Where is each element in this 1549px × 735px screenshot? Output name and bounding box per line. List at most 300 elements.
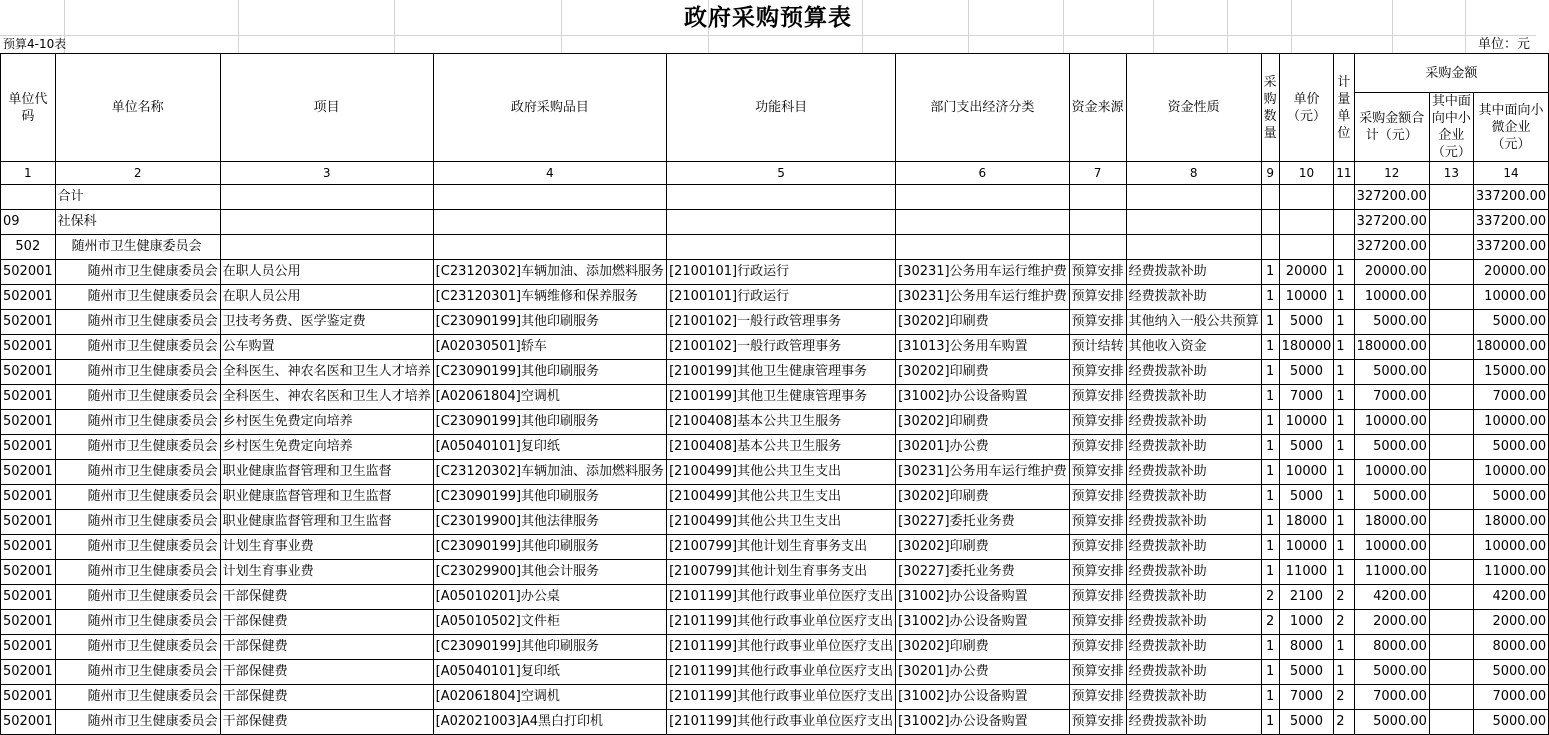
cell-fund-source[interactable]: 预算安排 bbox=[1069, 410, 1126, 435]
cell-unit-price[interactable]: 10000 bbox=[1279, 285, 1334, 310]
cell-quantity[interactable]: 1 bbox=[1261, 385, 1279, 410]
cell-amount-total[interactable]: 10000.00 bbox=[1354, 535, 1429, 560]
cell-amount-total[interactable]: 180000.00 bbox=[1354, 335, 1429, 360]
cell-small-micro[interactable]: 10000.00 bbox=[1473, 460, 1548, 485]
cell-fund-nature[interactable]: 经费拨款补助 bbox=[1126, 610, 1261, 635]
cell-procurement-item[interactable]: [A05040101]复印纸 bbox=[433, 660, 666, 685]
cell-measure-unit[interactable]: 2 bbox=[1334, 710, 1354, 735]
cell-function-subject[interactable]: [2100499]其他公共卫生支出 bbox=[667, 510, 896, 535]
cell-amount-total[interactable]: 5000.00 bbox=[1354, 710, 1429, 735]
cell-unit-price[interactable]: 2100 bbox=[1279, 585, 1334, 610]
cell-project[interactable]: 乡村医生免费定向培养 bbox=[220, 435, 433, 460]
cell-small-micro[interactable]: 5000.00 bbox=[1473, 310, 1548, 335]
cell-amount-total[interactable]: 8000.00 bbox=[1354, 635, 1429, 660]
cell-fund-source[interactable]: 预算安排 bbox=[1069, 510, 1126, 535]
cell-sme[interactable] bbox=[1429, 660, 1473, 685]
cell-empty[interactable] bbox=[896, 235, 1070, 260]
cell-unit-name[interactable]: 随州市卫生健康委员会 bbox=[55, 710, 220, 735]
cell-unit-code[interactable]: 502001 bbox=[1, 260, 56, 285]
cell-function-subject[interactable]: [2100199]其他卫生健康管理事务 bbox=[667, 385, 896, 410]
cell-unit-code[interactable]: 502001 bbox=[1, 535, 56, 560]
cell-unit-code[interactable]: 502001 bbox=[1, 510, 56, 535]
cell-unit-price[interactable]: 7000 bbox=[1279, 685, 1334, 710]
cell-amount-total[interactable]: 2000.00 bbox=[1354, 610, 1429, 635]
cell-function-subject[interactable]: [2100101]行政运行 bbox=[667, 260, 896, 285]
cell-project[interactable]: 干部保健费 bbox=[220, 585, 433, 610]
cell-economic-class[interactable]: [30202]印刷费 bbox=[896, 410, 1070, 435]
cell-unit-code[interactable]: 502001 bbox=[1, 285, 56, 310]
cell-unit-price[interactable]: 10000 bbox=[1279, 410, 1334, 435]
cell-amount-total[interactable]: 11000.00 bbox=[1354, 560, 1429, 585]
cell-unit-name[interactable]: 随州市卫生健康委员会 bbox=[55, 410, 220, 435]
cell-economic-class[interactable]: [30202]印刷费 bbox=[896, 535, 1070, 560]
cell-unit-name[interactable]: 随州市卫生健康委员会 bbox=[55, 435, 220, 460]
cell-amount-total[interactable]: 10000.00 bbox=[1354, 410, 1429, 435]
cell-procurement-item[interactable]: [C23090199]其他印刷服务 bbox=[433, 310, 666, 335]
cell-project[interactable]: 干部保健费 bbox=[220, 610, 433, 635]
cell-unit-code[interactable]: 502001 bbox=[1, 610, 56, 635]
cell-function-subject[interactable]: [2100199]其他卫生健康管理事务 bbox=[667, 360, 896, 385]
cell-fund-nature[interactable]: 经费拨款补助 bbox=[1126, 260, 1261, 285]
cell-sme[interactable] bbox=[1429, 310, 1473, 335]
cell-sme[interactable] bbox=[1429, 435, 1473, 460]
cell-amount-total[interactable]: 20000.00 bbox=[1354, 260, 1429, 285]
cell-economic-class[interactable]: [31002]办公设备购置 bbox=[896, 610, 1070, 635]
cell-sme[interactable] bbox=[1429, 360, 1473, 385]
cell-unit-price[interactable]: 10000 bbox=[1279, 535, 1334, 560]
cell-function-subject[interactable]: [2101199]其他行政事业单位医疗支出 bbox=[667, 685, 896, 710]
cell-small-micro[interactable]: 11000.00 bbox=[1473, 560, 1548, 585]
cell-empty[interactable] bbox=[1261, 235, 1279, 260]
cell-unit-name[interactable]: 随州市卫生健康委员会 bbox=[55, 285, 220, 310]
cell-fund-source[interactable]: 预算安排 bbox=[1069, 560, 1126, 585]
cell-project[interactable]: 职业健康监督管理和卫生监督 bbox=[220, 485, 433, 510]
cell-fund-nature[interactable]: 经费拨款补助 bbox=[1126, 460, 1261, 485]
cell-empty[interactable] bbox=[220, 185, 433, 210]
cell-quantity[interactable]: 1 bbox=[1261, 260, 1279, 285]
cell-empty[interactable] bbox=[896, 210, 1070, 235]
cell-procurement-item[interactable]: [A05040101]复印纸 bbox=[433, 435, 666, 460]
cell-procurement-item[interactable]: [A02061804]空调机 bbox=[433, 685, 666, 710]
cell-sme[interactable] bbox=[1429, 460, 1473, 485]
cell-measure-unit[interactable]: 1 bbox=[1334, 660, 1354, 685]
cell-unit-price[interactable]: 5000 bbox=[1279, 660, 1334, 685]
cell-quantity[interactable]: 1 bbox=[1261, 710, 1279, 735]
cell-measure-unit[interactable]: 1 bbox=[1334, 460, 1354, 485]
cell-unit-code[interactable]: 502001 bbox=[1, 485, 56, 510]
cell-fund-source[interactable]: 预算安排 bbox=[1069, 660, 1126, 685]
cell-economic-class[interactable]: [30202]印刷费 bbox=[896, 635, 1070, 660]
cell-unit-name[interactable]: 随州市卫生健康委员会 bbox=[55, 635, 220, 660]
cell-fund-nature[interactable]: 经费拨款补助 bbox=[1126, 560, 1261, 585]
cell-small-micro[interactable]: 4200.00 bbox=[1473, 585, 1548, 610]
cell-unit-name[interactable]: 随州市卫生健康委员会 bbox=[55, 660, 220, 685]
cell-unit-code[interactable]: 502001 bbox=[1, 385, 56, 410]
cell-empty[interactable] bbox=[1069, 210, 1126, 235]
cell-economic-class[interactable]: [30201]办公费 bbox=[896, 435, 1070, 460]
cell-economic-class[interactable]: [30202]印刷费 bbox=[896, 485, 1070, 510]
cell-unit-name[interactable]: 随州市卫生健康委员会 bbox=[55, 335, 220, 360]
cell-total[interactable]: 327200.00 bbox=[1354, 210, 1429, 235]
cell-economic-class[interactable]: [31002]办公设备购置 bbox=[896, 585, 1070, 610]
cell-name[interactable]: 合计 bbox=[55, 185, 220, 210]
cell-unit-code[interactable]: 502001 bbox=[1, 460, 56, 485]
cell-quantity[interactable]: 1 bbox=[1261, 535, 1279, 560]
cell-project[interactable]: 干部保健费 bbox=[220, 635, 433, 660]
cell-sme[interactable] bbox=[1429, 410, 1473, 435]
cell-small-micro[interactable]: 8000.00 bbox=[1473, 635, 1548, 660]
cell-empty[interactable] bbox=[433, 235, 666, 260]
cell-fund-nature[interactable]: 经费拨款补助 bbox=[1126, 360, 1261, 385]
cell-function-subject[interactable]: [2100499]其他公共卫生支出 bbox=[667, 485, 896, 510]
cell-measure-unit[interactable]: 1 bbox=[1334, 435, 1354, 460]
cell-sme[interactable] bbox=[1429, 385, 1473, 410]
cell-fund-nature[interactable]: 经费拨款补助 bbox=[1126, 710, 1261, 735]
cell-unit-code[interactable]: 502001 bbox=[1, 585, 56, 610]
cell-function-subject[interactable]: [2100102]一般行政管理事务 bbox=[667, 335, 896, 360]
cell-sme[interactable] bbox=[1429, 235, 1473, 260]
cell-quantity[interactable]: 1 bbox=[1261, 360, 1279, 385]
cell-small-micro[interactable]: 5000.00 bbox=[1473, 435, 1548, 460]
cell-sme[interactable] bbox=[1429, 560, 1473, 585]
cell-fund-nature[interactable]: 经费拨款补助 bbox=[1126, 660, 1261, 685]
cell-empty[interactable] bbox=[1279, 210, 1334, 235]
cell-sme[interactable] bbox=[1429, 260, 1473, 285]
cell-amount-total[interactable]: 18000.00 bbox=[1354, 510, 1429, 535]
cell-empty[interactable] bbox=[1261, 185, 1279, 210]
cell-measure-unit[interactable]: 1 bbox=[1334, 535, 1354, 560]
cell-sme[interactable] bbox=[1429, 635, 1473, 660]
cell-unit-code[interactable]: 502001 bbox=[1, 335, 56, 360]
cell-sme[interactable] bbox=[1429, 710, 1473, 735]
cell-fund-source[interactable]: 预算安排 bbox=[1069, 360, 1126, 385]
cell-economic-class[interactable]: [31002]办公设备购置 bbox=[896, 710, 1070, 735]
cell-project[interactable]: 干部保健费 bbox=[220, 685, 433, 710]
cell-fund-source[interactable]: 预算安排 bbox=[1069, 285, 1126, 310]
cell-measure-unit[interactable]: 1 bbox=[1334, 385, 1354, 410]
cell-sme[interactable] bbox=[1429, 535, 1473, 560]
cell-small-micro[interactable]: 18000.00 bbox=[1473, 510, 1548, 535]
cell-measure-unit[interactable]: 1 bbox=[1334, 260, 1354, 285]
cell-measure-unit[interactable]: 1 bbox=[1334, 410, 1354, 435]
cell-unit-price[interactable]: 1000 bbox=[1279, 610, 1334, 635]
cell-quantity[interactable]: 2 bbox=[1261, 610, 1279, 635]
cell-sme[interactable] bbox=[1429, 485, 1473, 510]
cell-fund-source[interactable]: 预算安排 bbox=[1069, 585, 1126, 610]
cell-measure-unit[interactable]: 2 bbox=[1334, 610, 1354, 635]
cell-unit-name[interactable]: 随州市卫生健康委员会 bbox=[55, 460, 220, 485]
cell-procurement-item[interactable]: [A02061804]空调机 bbox=[433, 385, 666, 410]
cell-fund-source[interactable]: 预算安排 bbox=[1069, 685, 1126, 710]
cell-quantity[interactable]: 1 bbox=[1261, 485, 1279, 510]
cell-procurement-item[interactable]: [C23029900]其他会计服务 bbox=[433, 560, 666, 585]
cell-empty[interactable] bbox=[433, 210, 666, 235]
cell-fund-source[interactable]: 预算安排 bbox=[1069, 310, 1126, 335]
cell-measure-unit[interactable]: 2 bbox=[1334, 585, 1354, 610]
cell-quantity[interactable]: 1 bbox=[1261, 310, 1279, 335]
cell-procurement-item[interactable]: [C23120302]车辆加油、添加燃料服务 bbox=[433, 460, 666, 485]
cell-unit-name[interactable]: 随州市卫生健康委员会 bbox=[55, 610, 220, 635]
cell-fund-source[interactable]: 预算安排 bbox=[1069, 635, 1126, 660]
cell-fund-source[interactable]: 预算安排 bbox=[1069, 485, 1126, 510]
cell-unit-name[interactable]: 随州市卫生健康委员会 bbox=[55, 535, 220, 560]
cell-procurement-item[interactable]: [C23019900]其他法律服务 bbox=[433, 510, 666, 535]
cell-empty[interactable] bbox=[220, 235, 433, 260]
cell-procurement-item[interactable]: [C23090199]其他印刷服务 bbox=[433, 485, 666, 510]
cell-unit-name[interactable]: 随州市卫生健康委员会 bbox=[55, 385, 220, 410]
cell-small-micro[interactable]: 2000.00 bbox=[1473, 610, 1548, 635]
cell-quantity[interactable]: 1 bbox=[1261, 410, 1279, 435]
cell-amount-total[interactable]: 10000.00 bbox=[1354, 285, 1429, 310]
cell-small-micro[interactable]: 7000.00 bbox=[1473, 385, 1548, 410]
cell-fund-nature[interactable]: 经费拨款补助 bbox=[1126, 685, 1261, 710]
cell-name[interactable]: 随州市卫生健康委员会 bbox=[55, 235, 220, 260]
cell-fund-source[interactable]: 预算安排 bbox=[1069, 260, 1126, 285]
cell-unit-name[interactable]: 随州市卫生健康委员会 bbox=[55, 485, 220, 510]
cell-empty[interactable] bbox=[1334, 185, 1354, 210]
cell-unit-name[interactable]: 随州市卫生健康委员会 bbox=[55, 510, 220, 535]
cell-sme[interactable] bbox=[1429, 510, 1473, 535]
cell-economic-class[interactable]: [30231]公务用车运行维护费 bbox=[896, 460, 1070, 485]
cell-procurement-item[interactable]: [C23090199]其他印刷服务 bbox=[433, 410, 666, 435]
cell-fund-source[interactable]: 预算安排 bbox=[1069, 460, 1126, 485]
cell-quantity[interactable]: 1 bbox=[1261, 560, 1279, 585]
cell-function-subject[interactable]: [2101199]其他行政事业单位医疗支出 bbox=[667, 710, 896, 735]
cell-quantity[interactable]: 1 bbox=[1261, 460, 1279, 485]
cell-economic-class[interactable]: [30231]公务用车运行维护费 bbox=[896, 260, 1070, 285]
cell-small-micro[interactable]: 7000.00 bbox=[1473, 685, 1548, 710]
cell-quantity[interactable]: 1 bbox=[1261, 285, 1279, 310]
cell-economic-class[interactable]: [30227]委托业务费 bbox=[896, 510, 1070, 535]
cell-sme[interactable] bbox=[1429, 185, 1473, 210]
cell-empty[interactable] bbox=[1069, 235, 1126, 260]
cell-fund-nature[interactable]: 经费拨款补助 bbox=[1126, 435, 1261, 460]
cell-unit-price[interactable]: 7000 bbox=[1279, 385, 1334, 410]
cell-function-subject[interactable]: [2100499]其他公共卫生支出 bbox=[667, 460, 896, 485]
cell-economic-class[interactable]: [31002]办公设备购置 bbox=[896, 385, 1070, 410]
cell-sme[interactable] bbox=[1429, 285, 1473, 310]
cell-unit-name[interactable]: 随州市卫生健康委员会 bbox=[55, 310, 220, 335]
cell-function-subject[interactable]: [2100408]基本公共卫生服务 bbox=[667, 410, 896, 435]
cell-empty[interactable] bbox=[896, 185, 1070, 210]
cell-quantity[interactable]: 1 bbox=[1261, 510, 1279, 535]
cell-procurement-item[interactable]: [A02030501]轿车 bbox=[433, 335, 666, 360]
cell-project[interactable]: 干部保健费 bbox=[220, 660, 433, 685]
cell-measure-unit[interactable]: 1 bbox=[1334, 360, 1354, 385]
cell-unit-name[interactable]: 随州市卫生健康委员会 bbox=[55, 585, 220, 610]
cell-empty[interactable] bbox=[433, 185, 666, 210]
cell-project[interactable]: 卫技考务费、医学鉴定费 bbox=[220, 310, 433, 335]
cell-empty[interactable] bbox=[1279, 185, 1334, 210]
cell-measure-unit[interactable]: 1 bbox=[1334, 635, 1354, 660]
cell-amount-total[interactable]: 5000.00 bbox=[1354, 310, 1429, 335]
cell-small-micro[interactable]: 10000.00 bbox=[1473, 285, 1548, 310]
cell-unit-code[interactable]: 502001 bbox=[1, 410, 56, 435]
cell-procurement-item[interactable]: [A02021003]A4黑白打印机 bbox=[433, 710, 666, 735]
cell-function-subject[interactable]: [2101199]其他行政事业单位医疗支出 bbox=[667, 610, 896, 635]
cell-amount-total[interactable]: 5000.00 bbox=[1354, 360, 1429, 385]
cell-economic-class[interactable]: [30202]印刷费 bbox=[896, 360, 1070, 385]
cell-function-subject[interactable]: [2100408]基本公共卫生服务 bbox=[667, 435, 896, 460]
cell-empty[interactable] bbox=[1126, 235, 1261, 260]
cell-fund-source[interactable]: 预算安排 bbox=[1069, 610, 1126, 635]
cell-total[interactable]: 327200.00 bbox=[1354, 235, 1429, 260]
cell-project[interactable]: 计划生育事业费 bbox=[220, 560, 433, 585]
cell-project[interactable]: 在职人员公用 bbox=[220, 260, 433, 285]
cell-empty[interactable] bbox=[1126, 210, 1261, 235]
cell-fund-nature[interactable]: 经费拨款补助 bbox=[1126, 585, 1261, 610]
cell-empty[interactable] bbox=[1069, 185, 1126, 210]
cell-amount-total[interactable]: 5000.00 bbox=[1354, 435, 1429, 460]
cell-total[interactable]: 327200.00 bbox=[1354, 185, 1429, 210]
cell-fund-source[interactable]: 预算安排 bbox=[1069, 385, 1126, 410]
cell-empty[interactable] bbox=[220, 210, 433, 235]
cell-economic-class[interactable]: [31013]公务用车购置 bbox=[896, 335, 1070, 360]
cell-small-micro[interactable]: 5000.00 bbox=[1473, 485, 1548, 510]
cell-sme[interactable] bbox=[1429, 610, 1473, 635]
cell-procurement-item[interactable]: [C23090199]其他印刷服务 bbox=[433, 360, 666, 385]
cell-economic-class[interactable]: [30202]印刷费 bbox=[896, 310, 1070, 335]
cell-economic-class[interactable]: [30231]公务用车运行维护费 bbox=[896, 285, 1070, 310]
cell-function-subject[interactable]: [2100102]一般行政管理事务 bbox=[667, 310, 896, 335]
cell-amount-total[interactable]: 7000.00 bbox=[1354, 385, 1429, 410]
cell-unit-code[interactable]: 502001 bbox=[1, 685, 56, 710]
cell-measure-unit[interactable]: 1 bbox=[1334, 510, 1354, 535]
cell-unit-price[interactable]: 5000 bbox=[1279, 485, 1334, 510]
cell-fund-nature[interactable]: 经费拨款补助 bbox=[1126, 485, 1261, 510]
cell-unit-name[interactable]: 随州市卫生健康委员会 bbox=[55, 685, 220, 710]
cell-empty[interactable] bbox=[1334, 210, 1354, 235]
cell-economic-class[interactable]: [30227]委托业务费 bbox=[896, 560, 1070, 585]
cell-fund-nature[interactable]: 经费拨款补助 bbox=[1126, 410, 1261, 435]
cell-quantity[interactable]: 1 bbox=[1261, 685, 1279, 710]
cell-fund-nature[interactable]: 其他收入资金 bbox=[1126, 335, 1261, 360]
cell-measure-unit[interactable]: 1 bbox=[1334, 285, 1354, 310]
cell-small-micro[interactable]: 5000.00 bbox=[1473, 710, 1548, 735]
cell-small-micro[interactable]: 10000.00 bbox=[1473, 535, 1548, 560]
cell-small-micro[interactable]: 15000.00 bbox=[1473, 360, 1548, 385]
cell-unit-name[interactable]: 随州市卫生健康委员会 bbox=[55, 560, 220, 585]
cell-quantity[interactable]: 2 bbox=[1261, 585, 1279, 610]
cell-small-micro[interactable]: 180000.00 bbox=[1473, 335, 1548, 360]
cell-function-subject[interactable]: [2101199]其他行政事业单位医疗支出 bbox=[667, 660, 896, 685]
cell-code[interactable]: 09 bbox=[1, 210, 56, 235]
cell-amount-total[interactable]: 5000.00 bbox=[1354, 660, 1429, 685]
cell-small-micro[interactable]: 5000.00 bbox=[1473, 660, 1548, 685]
cell-project[interactable]: 全科医生、神农名医和卫生人才培养 bbox=[220, 360, 433, 385]
cell-unit-price[interactable]: 5000 bbox=[1279, 710, 1334, 735]
cell-unit-code[interactable]: 502001 bbox=[1, 360, 56, 385]
cell-unit-code[interactable]: 502001 bbox=[1, 560, 56, 585]
cell-sme[interactable] bbox=[1429, 685, 1473, 710]
cell-function-subject[interactable]: [2101199]其他行政事业单位医疗支出 bbox=[667, 635, 896, 660]
cell-unit-price[interactable]: 5000 bbox=[1279, 360, 1334, 385]
cell-measure-unit[interactable]: 1 bbox=[1334, 335, 1354, 360]
cell-unit-price[interactable]: 18000 bbox=[1279, 510, 1334, 535]
cell-fund-nature[interactable]: 经费拨款补助 bbox=[1126, 385, 1261, 410]
cell-project[interactable]: 干部保健费 bbox=[220, 710, 433, 735]
cell-project[interactable]: 乡村医生免费定向培养 bbox=[220, 410, 433, 435]
cell-project[interactable]: 职业健康监督管理和卫生监督 bbox=[220, 510, 433, 535]
cell-quantity[interactable]: 1 bbox=[1261, 635, 1279, 660]
cell-empty[interactable] bbox=[1334, 235, 1354, 260]
cell-project[interactable]: 在职人员公用 bbox=[220, 285, 433, 310]
cell-unit-name[interactable]: 随州市卫生健康委员会 bbox=[55, 260, 220, 285]
cell-sme[interactable] bbox=[1429, 335, 1473, 360]
cell-unit-name[interactable]: 随州市卫生健康委员会 bbox=[55, 360, 220, 385]
cell-quantity[interactable]: 1 bbox=[1261, 335, 1279, 360]
cell-unit-price[interactable]: 5000 bbox=[1279, 435, 1334, 460]
cell-quantity[interactable]: 1 bbox=[1261, 435, 1279, 460]
cell-procurement-item[interactable]: [C23120301]车辆维修和保养服务 bbox=[433, 285, 666, 310]
cell-function-subject[interactable]: [2100799]其他计划生育事务支出 bbox=[667, 560, 896, 585]
cell-procurement-item[interactable]: [C23090199]其他印刷服务 bbox=[433, 635, 666, 660]
cell-code[interactable] bbox=[1, 185, 56, 210]
cell-sme[interactable] bbox=[1429, 210, 1473, 235]
cell-empty[interactable] bbox=[1261, 210, 1279, 235]
cell-fund-nature[interactable]: 其他纳入一般公共预算 bbox=[1126, 310, 1261, 335]
cell-unit-code[interactable]: 502001 bbox=[1, 635, 56, 660]
cell-quantity[interactable]: 1 bbox=[1261, 660, 1279, 685]
cell-empty[interactable] bbox=[667, 185, 896, 210]
cell-fund-nature[interactable]: 经费拨款补助 bbox=[1126, 285, 1261, 310]
cell-small-micro[interactable]: 10000.00 bbox=[1473, 410, 1548, 435]
cell-fund-nature[interactable]: 经费拨款补助 bbox=[1126, 510, 1261, 535]
cell-amount-total[interactable]: 7000.00 bbox=[1354, 685, 1429, 710]
cell-fund-nature[interactable]: 经费拨款补助 bbox=[1126, 535, 1261, 560]
cell-procurement-item[interactable]: [C23090199]其他印刷服务 bbox=[433, 535, 666, 560]
cell-procurement-item[interactable]: [C23120302]车辆加油、添加燃料服务 bbox=[433, 260, 666, 285]
cell-unit-price[interactable]: 20000 bbox=[1279, 260, 1334, 285]
cell-unit-price[interactable]: 5000 bbox=[1279, 310, 1334, 335]
cell-fund-nature[interactable]: 经费拨款补助 bbox=[1126, 635, 1261, 660]
cell-unit-code[interactable]: 502001 bbox=[1, 660, 56, 685]
cell-sme[interactable] bbox=[1429, 585, 1473, 610]
cell-fund-source[interactable]: 预算安排 bbox=[1069, 710, 1126, 735]
cell-empty[interactable] bbox=[1279, 235, 1334, 260]
cell-empty[interactable] bbox=[667, 210, 896, 235]
cell-procurement-item[interactable]: [A05010201]办公桌 bbox=[433, 585, 666, 610]
cell-unit-price[interactable]: 180000 bbox=[1279, 335, 1334, 360]
cell-small-micro[interactable]: 20000.00 bbox=[1473, 260, 1548, 285]
cell-unit-price[interactable]: 10000 bbox=[1279, 460, 1334, 485]
cell-procurement-item[interactable]: [A05010502]文件柜 bbox=[433, 610, 666, 635]
cell-empty[interactable] bbox=[1126, 185, 1261, 210]
cell-fund-source[interactable]: 预算安排 bbox=[1069, 435, 1126, 460]
cell-project[interactable]: 全科医生、神农名医和卫生人才培养 bbox=[220, 385, 433, 410]
cell-project[interactable]: 计划生育事业费 bbox=[220, 535, 433, 560]
cell-name[interactable]: 社保科 bbox=[55, 210, 220, 235]
cell-fund-source[interactable]: 预算安排 bbox=[1069, 535, 1126, 560]
cell-project[interactable]: 职业健康监督管理和卫生监督 bbox=[220, 460, 433, 485]
cell-function-subject[interactable]: [2100101]行政运行 bbox=[667, 285, 896, 310]
cell-amount-total[interactable]: 5000.00 bbox=[1354, 485, 1429, 510]
cell-function-subject[interactable]: [2101199]其他行政事业单位医疗支出 bbox=[667, 585, 896, 610]
cell-unit-code[interactable]: 502001 bbox=[1, 435, 56, 460]
cell-amount-total[interactable]: 10000.00 bbox=[1354, 460, 1429, 485]
cell-empty[interactable] bbox=[667, 235, 896, 260]
cell-small[interactable]: 337200.00 bbox=[1473, 185, 1548, 210]
cell-unit-code[interactable]: 502001 bbox=[1, 710, 56, 735]
cell-fund-source[interactable]: 预计结转 bbox=[1069, 335, 1126, 360]
cell-unit-code[interactable]: 502001 bbox=[1, 310, 56, 335]
cell-code[interactable]: 502 bbox=[1, 235, 56, 260]
cell-measure-unit[interactable]: 1 bbox=[1334, 310, 1354, 335]
cell-function-subject[interactable]: [2100799]其他计划生育事务支出 bbox=[667, 535, 896, 560]
cell-small[interactable]: 337200.00 bbox=[1473, 235, 1548, 260]
cell-measure-unit[interactable]: 1 bbox=[1334, 560, 1354, 585]
cell-small[interactable]: 337200.00 bbox=[1473, 210, 1548, 235]
